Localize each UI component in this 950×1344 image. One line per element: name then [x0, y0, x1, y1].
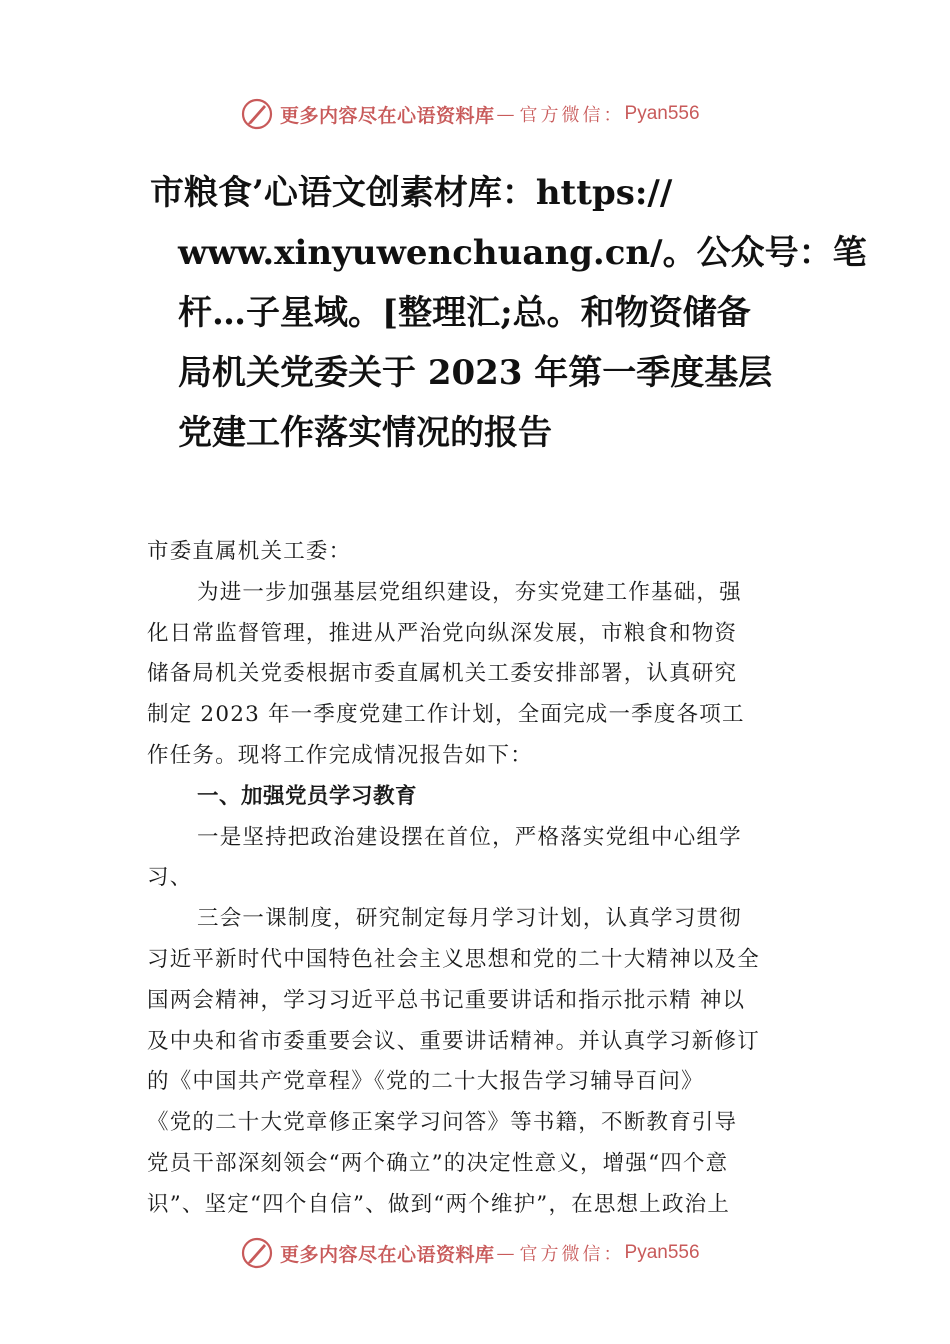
banner-dash: — — [496, 103, 518, 125]
paragraph-line: 作任务。现将工作完成情况报告如下： — [147, 742, 533, 768]
title-line: 杆…子星域。[整理汇;总。和物资储备 — [178, 293, 751, 333]
document-title — [150, 163, 867, 463]
paragraph-line: 市委直属机关工委： — [147, 539, 352, 564]
paragraph-line: 为进一步加强基层党组织建设，夯实党建工作基础，强 — [197, 579, 742, 605]
paragraph-line: 《党的二十大党章修正案学习问答》等书籍，不断教育引导 — [147, 1110, 738, 1136]
quill-logo-icon — [240, 1236, 274, 1270]
banner-wechat-id: Pyan556 — [624, 1242, 700, 1263]
quill-logo-icon — [240, 97, 274, 131]
paragraph-line: 的《中国共产党章程》《党的二十大报告学习辅导百问》 — [147, 1069, 704, 1095]
document-body — [147, 532, 847, 1226]
title-line: 局机关党委关于 2023 年第一季度基层 — [178, 353, 773, 393]
banner-wechat-label: 官方微信： — [519, 105, 625, 126]
paragraph-line: 储备局机关党委根据市委直属机关工委安排部署，认真研究 — [147, 661, 738, 687]
title-line: 党建工作落实情况的报告 — [178, 413, 552, 453]
section-heading: 一、加强党员学习教育 — [197, 783, 418, 809]
paragraph-line: 党员干部深刻领会“两个确立”的决定性意义，增强“四个意 — [147, 1150, 729, 1176]
paragraph-line: 三会一课制度，研究制定每月学习计划，认真学习贯彻 — [197, 906, 742, 932]
banner-main-text: 更多内容尽在心语资料库 — [280, 104, 495, 127]
paragraph-line: 识”、坚定“四个自信”、做到“两个维护”，在思想上政治上 — [147, 1191, 731, 1217]
paragraph-line: 及中央和省市委重要会议、重要讲话精神。并认真学习新修订 — [147, 1028, 760, 1054]
paragraph-line: 国两会精神，学习习近平总书记重要讲话和指示批示精 神以 — [147, 987, 746, 1013]
banner-wechat-id: Pyan556 — [624, 103, 700, 124]
paragraph-line: 一是坚持把政治建设摆在首位，严格落实党组中心组学 — [197, 824, 742, 850]
title-line: 市粮食’心语文创素材库：https:// — [150, 173, 673, 213]
banner-main-text: 更多内容尽在心语资料库 — [280, 1243, 495, 1266]
footer-banner — [240, 1233, 700, 1273]
paragraph-line: 习近平新时代中国特色社会主义思想和党的二十大精神以及全 — [147, 946, 760, 972]
header-banner — [240, 94, 700, 134]
title-line: www.xinyuwenchuang.cn/。公众号：笔 — [178, 233, 867, 273]
paragraph-line: 化日常监督管理，推进从严治党向纵深发展，市粮食和物资 — [147, 620, 738, 646]
paragraph-line: 制定 2023 年一季度党建工作计划，全面完成一季度各项工 — [147, 702, 745, 728]
banner-wechat-label: 官方微信： — [519, 1244, 625, 1265]
banner-dash: — — [496, 1242, 518, 1264]
paragraph-line: 习、 — [147, 865, 193, 891]
